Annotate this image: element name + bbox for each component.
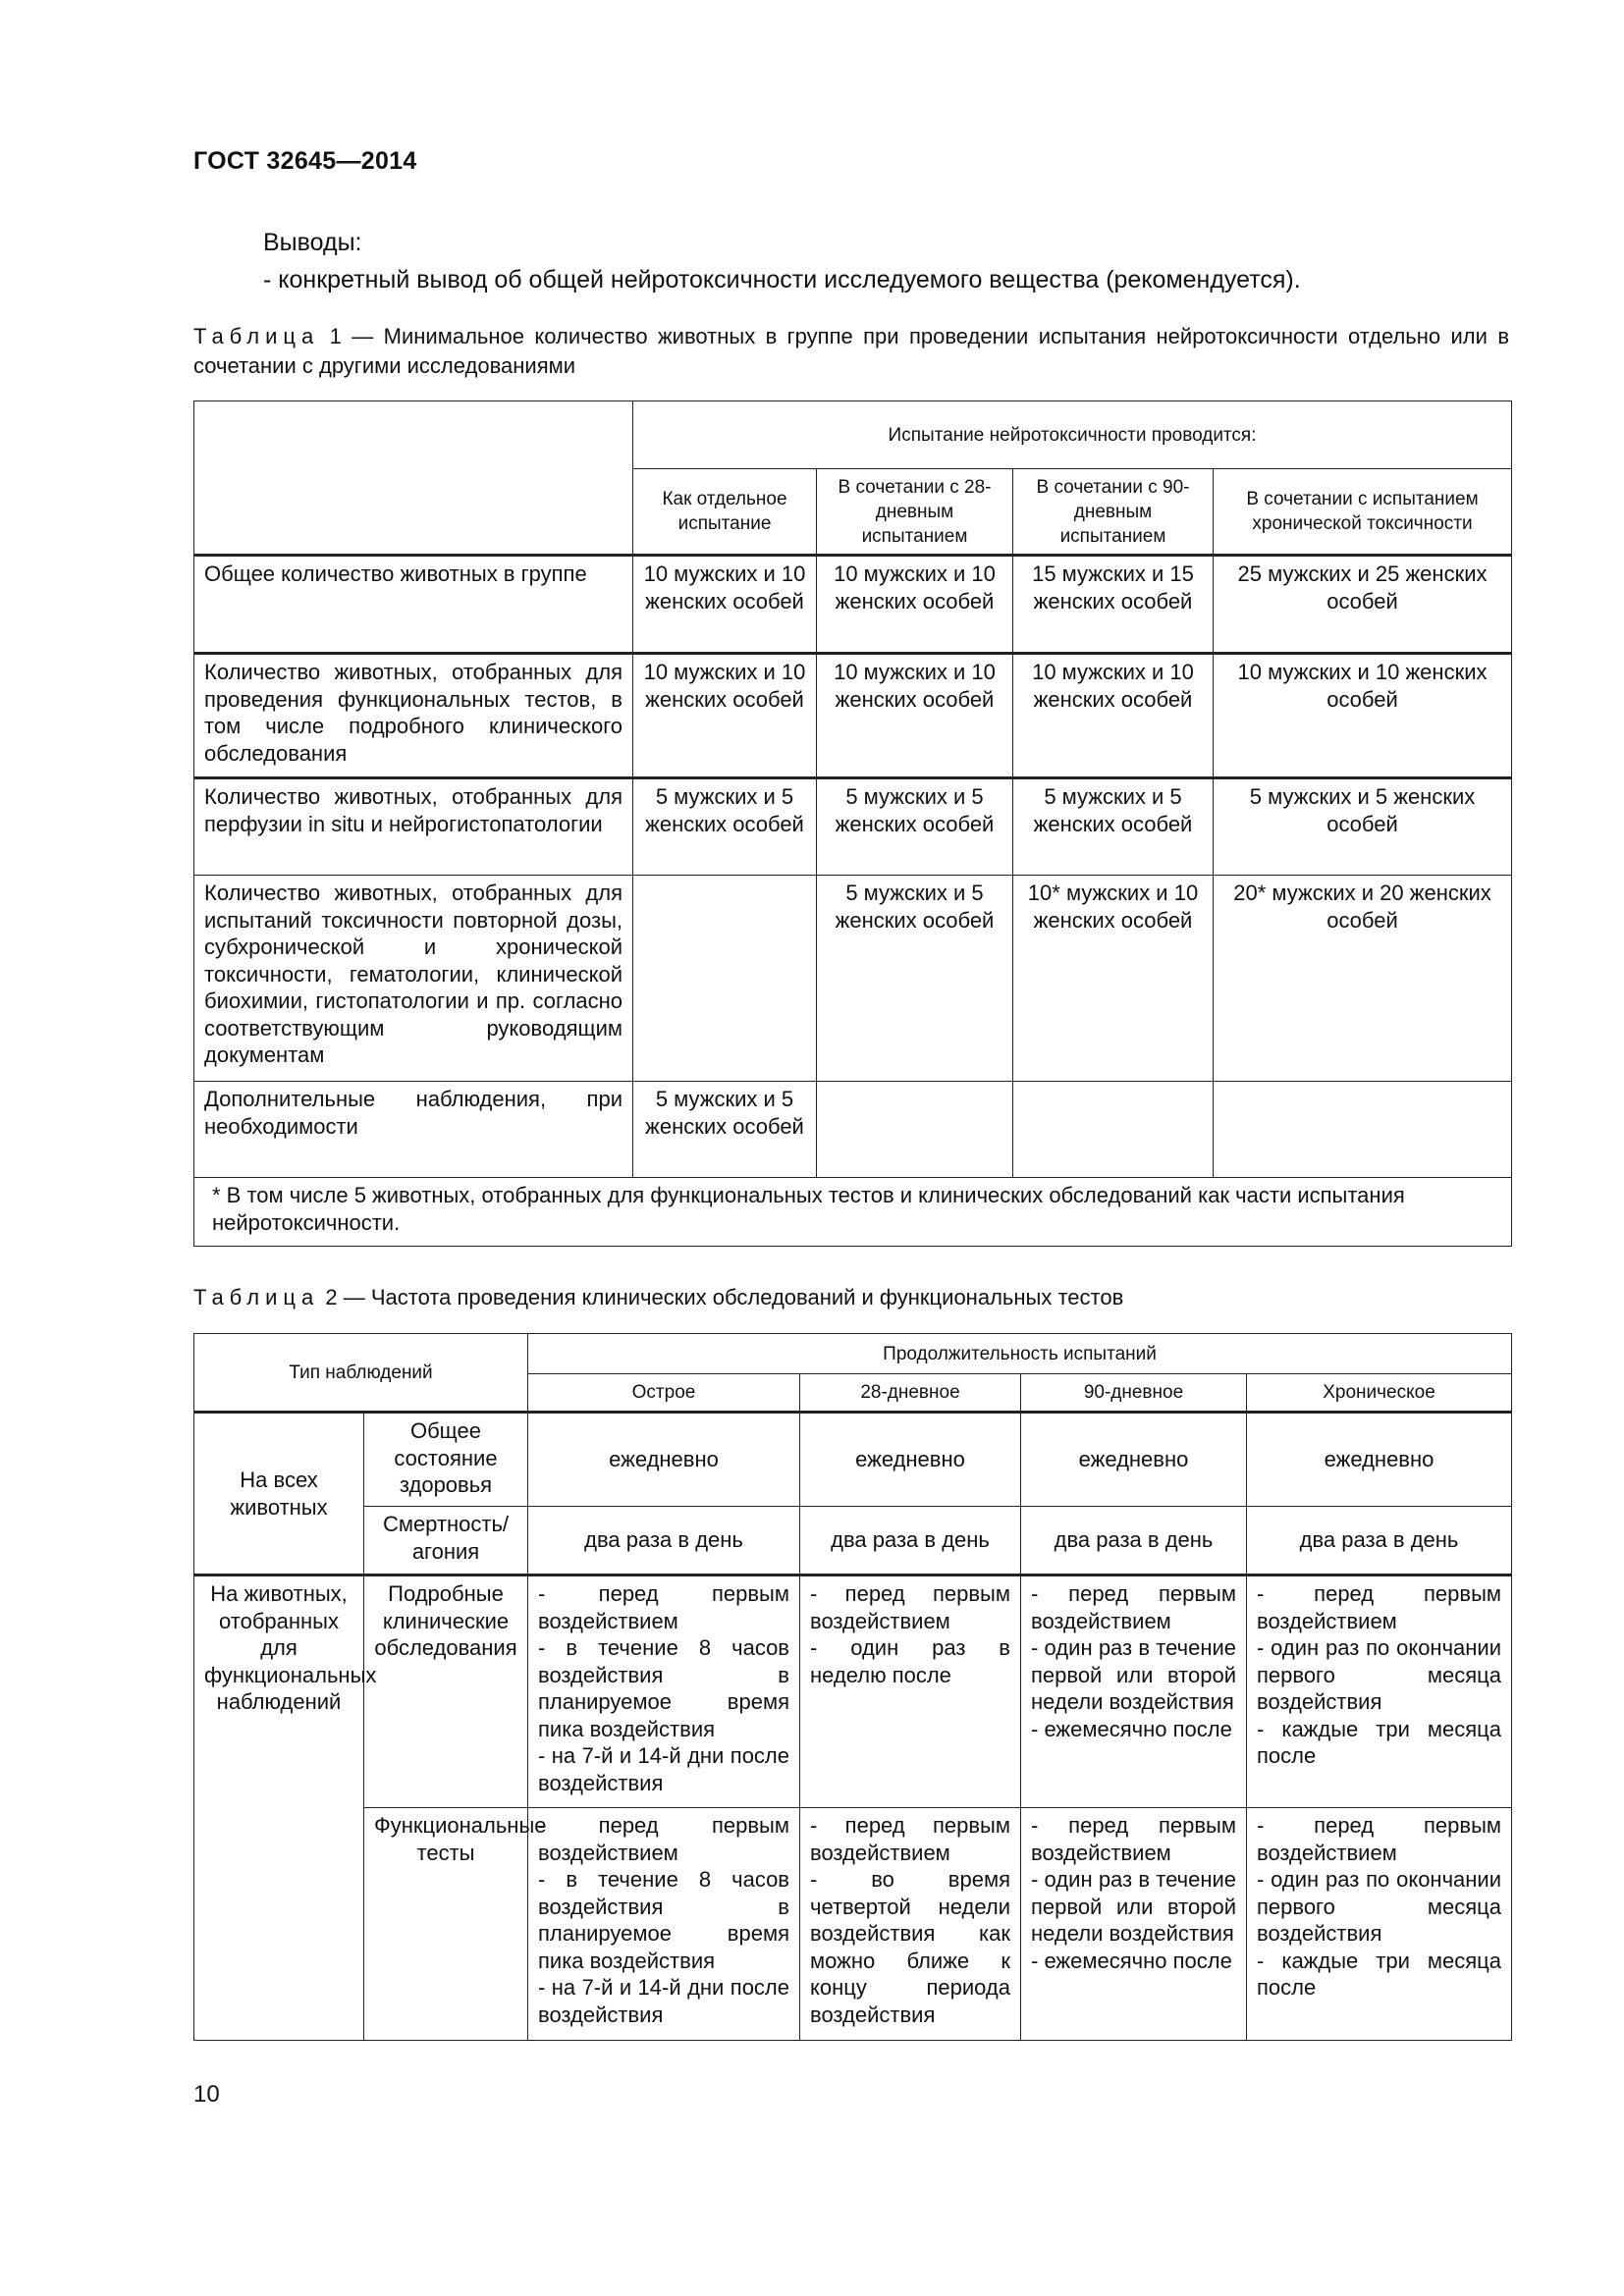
table2-type-header: Тип наблюдений xyxy=(194,1334,528,1413)
table-row xyxy=(194,1808,1512,2041)
conclusions-item: - конкретный вывод об общей нейротоксичности исследуемого вещества (рекомендуется). xyxy=(263,266,1301,294)
table1-cell xyxy=(1214,1082,1512,1178)
table2-cell: - перед первым воздействием - один раз по окончании первого месяца воздействия - каждые три месяца после xyxy=(1247,1575,1512,1808)
table1-cell: 5 мужских и 5 женских особей xyxy=(633,1082,817,1178)
table1-row-label: Количество животных, отобранных для испытаний токсичности повторной дозы, субхронической и хронической токсичности, гематологии, клинической биохимии, гистопатологии и пр. согласно соответствующим руководящим документам xyxy=(194,876,633,1082)
table1-cell: 5 мужских и 5 женских особей xyxy=(633,778,817,876)
table1-row-label: Количество животных, отобранных для проведения функциональных тестов, в том числе подробного клинического обследования xyxy=(194,654,633,778)
table-row xyxy=(194,876,1512,1082)
table1-col-header: В сочетании с 90-дневным испытанием xyxy=(1013,469,1214,556)
table2-cell: ежедневно xyxy=(1247,1413,1512,1507)
table2-cell: - перед первым воздействием - один раз в неделю после xyxy=(800,1575,1021,1808)
table1-caption-label: Таблица xyxy=(193,324,320,348)
table2-cell: - перед первым воздействием - один раз в течение первой или второй недели воздействия - ежемесячно после xyxy=(1021,1575,1247,1808)
table2-cell: - перед первым воздействием - в течение 8 часов воздействия в планируемое время пика воздействия - на 7-й и 14-й дни после воздействия xyxy=(528,1808,800,2041)
table1-cell: 25 мужских и 25 женских особей xyxy=(1214,556,1512,654)
table1-col-header: В сочетании с 28-дневным испытанием xyxy=(817,469,1013,556)
table-row xyxy=(194,556,1512,654)
table2 xyxy=(193,1333,1512,2041)
table1-cell: 5 мужских и 5 женских особей xyxy=(1214,778,1512,876)
table1-cell xyxy=(817,1082,1013,1178)
table2-row-label: Подробные клинические обследования xyxy=(364,1575,528,1808)
table2-duration-header: Продолжительность испытаний xyxy=(528,1334,1512,1374)
table1-col-header: Как отдельное испытание xyxy=(633,469,817,556)
table1-row-label: Дополнительные наблюдения, при необходимости xyxy=(194,1082,633,1178)
table1-caption xyxy=(193,322,1509,381)
table2-cell: два раза в день xyxy=(1021,1507,1247,1575)
table2-row-label: Смертность/ агония xyxy=(364,1507,528,1575)
table2-cell: - перед первым воздействием - во время четвертой недели воздействия как можно ближе к концу периода воздействия xyxy=(800,1808,1021,2041)
table2-col-header: 28-дневное xyxy=(800,1374,1021,1413)
table1-footnote: * В том числе 5 животных, отобранных для функциональных тестов и клинических обследований как части испытания нейротоксичности. xyxy=(194,1178,1512,1247)
table1-cell: 10 мужских и 10 женских особей xyxy=(633,556,817,654)
table2-caption-text: 2 — Частота проведения клинических обследований и функциональных тестов xyxy=(319,1285,1124,1309)
table1-group-header: Испытание нейротоксичности проводится: xyxy=(633,401,1512,469)
table2-cell: ежедневно xyxy=(1021,1413,1247,1507)
document-header: ГОСТ 32645—2014 xyxy=(193,147,417,175)
table2-cell: два раза в день xyxy=(528,1507,800,1575)
conclusions-block xyxy=(263,224,1540,298)
page-number: 10 xyxy=(193,2081,220,2108)
table1-cell xyxy=(633,876,817,1082)
table2-cell: - перед первым воздействием - один раз по окончании первого месяца воздействия - каждые три месяца после xyxy=(1247,1808,1512,2041)
table2-cell: ежедневно xyxy=(528,1413,800,1507)
table1-cell: 15 мужских и 15 женских особей xyxy=(1013,556,1214,654)
table2-cell: ежедневно xyxy=(800,1413,1021,1507)
conclusions-title: Выводы: xyxy=(263,229,362,256)
table1-cell xyxy=(1013,1082,1214,1178)
table1-cell: 5 мужских и 5 женских особей xyxy=(817,876,1013,1082)
table1-cell: 10 мужских и 10 женских особей xyxy=(1214,654,1512,778)
table1-cell: 10 мужских и 10 женских особей xyxy=(817,654,1013,778)
table2-caption-label: Таблица xyxy=(193,1285,320,1309)
table2-col-header: Хроническое xyxy=(1247,1374,1512,1413)
table-row xyxy=(194,1082,1512,1178)
table1-row-label: Общее количество животных в группе xyxy=(194,556,633,654)
table2-row-label: Функциональные тесты xyxy=(364,1808,528,2041)
table1-row-label: Количество животных, отобранных для перфузии in situ и нейрогистопатологии xyxy=(194,778,633,876)
table1-cell: 20* мужских и 20 женских особей xyxy=(1214,876,1512,1082)
table-row xyxy=(194,1575,1512,1808)
table2-cell: - перед первым воздействием - в течение 8 часов воздействия в планируемое время пика воздействия - на 7-й и 14-й дни после воздействия xyxy=(528,1575,800,1808)
table2-group-label: На животных, отобранных для функциональных наблюдений xyxy=(194,1575,364,2041)
table1 xyxy=(193,400,1512,1247)
table1-cell: 10 мужских и 10 женских особей xyxy=(633,654,817,778)
table1-corner-cell xyxy=(194,401,633,556)
table2-cell: - перед первым воздействием - один раз в течение первой или второй недели воздействия - ежемесячно после xyxy=(1021,1808,1247,2041)
table1-cell: 5 мужских и 5 женских особей xyxy=(817,778,1013,876)
table2-row-label: Общее состояние здоровья xyxy=(364,1413,528,1507)
table1-caption-text: 1 — Минимальное количество животных в группе при проведении испытания нейротоксичности отдельно или в сочетании с другими исследованиями xyxy=(193,324,1509,378)
table-row xyxy=(194,1507,1512,1575)
table2-cell: два раза в день xyxy=(800,1507,1021,1575)
table-row xyxy=(194,778,1512,876)
table2-col-header: 90-дневное xyxy=(1021,1374,1247,1413)
table-row xyxy=(194,654,1512,778)
table2-cell: два раза в день xyxy=(1247,1507,1512,1575)
table-row xyxy=(194,1413,1512,1507)
table1-cell: 10 мужских и 10 женских особей xyxy=(817,556,1013,654)
table1-cell: 5 мужских и 5 женских особей xyxy=(1013,778,1214,876)
table2-caption xyxy=(193,1283,1509,1312)
table1-cell: 10* мужских и 10 женских особей xyxy=(1013,876,1214,1082)
table2-col-header: Острое xyxy=(528,1374,800,1413)
table2-group-label: На всех животных xyxy=(194,1413,364,1575)
table1-cell: 10 мужских и 10 женских особей xyxy=(1013,654,1214,778)
table1-col-header: В сочетании с испытанием хронической токсичности xyxy=(1214,469,1512,556)
